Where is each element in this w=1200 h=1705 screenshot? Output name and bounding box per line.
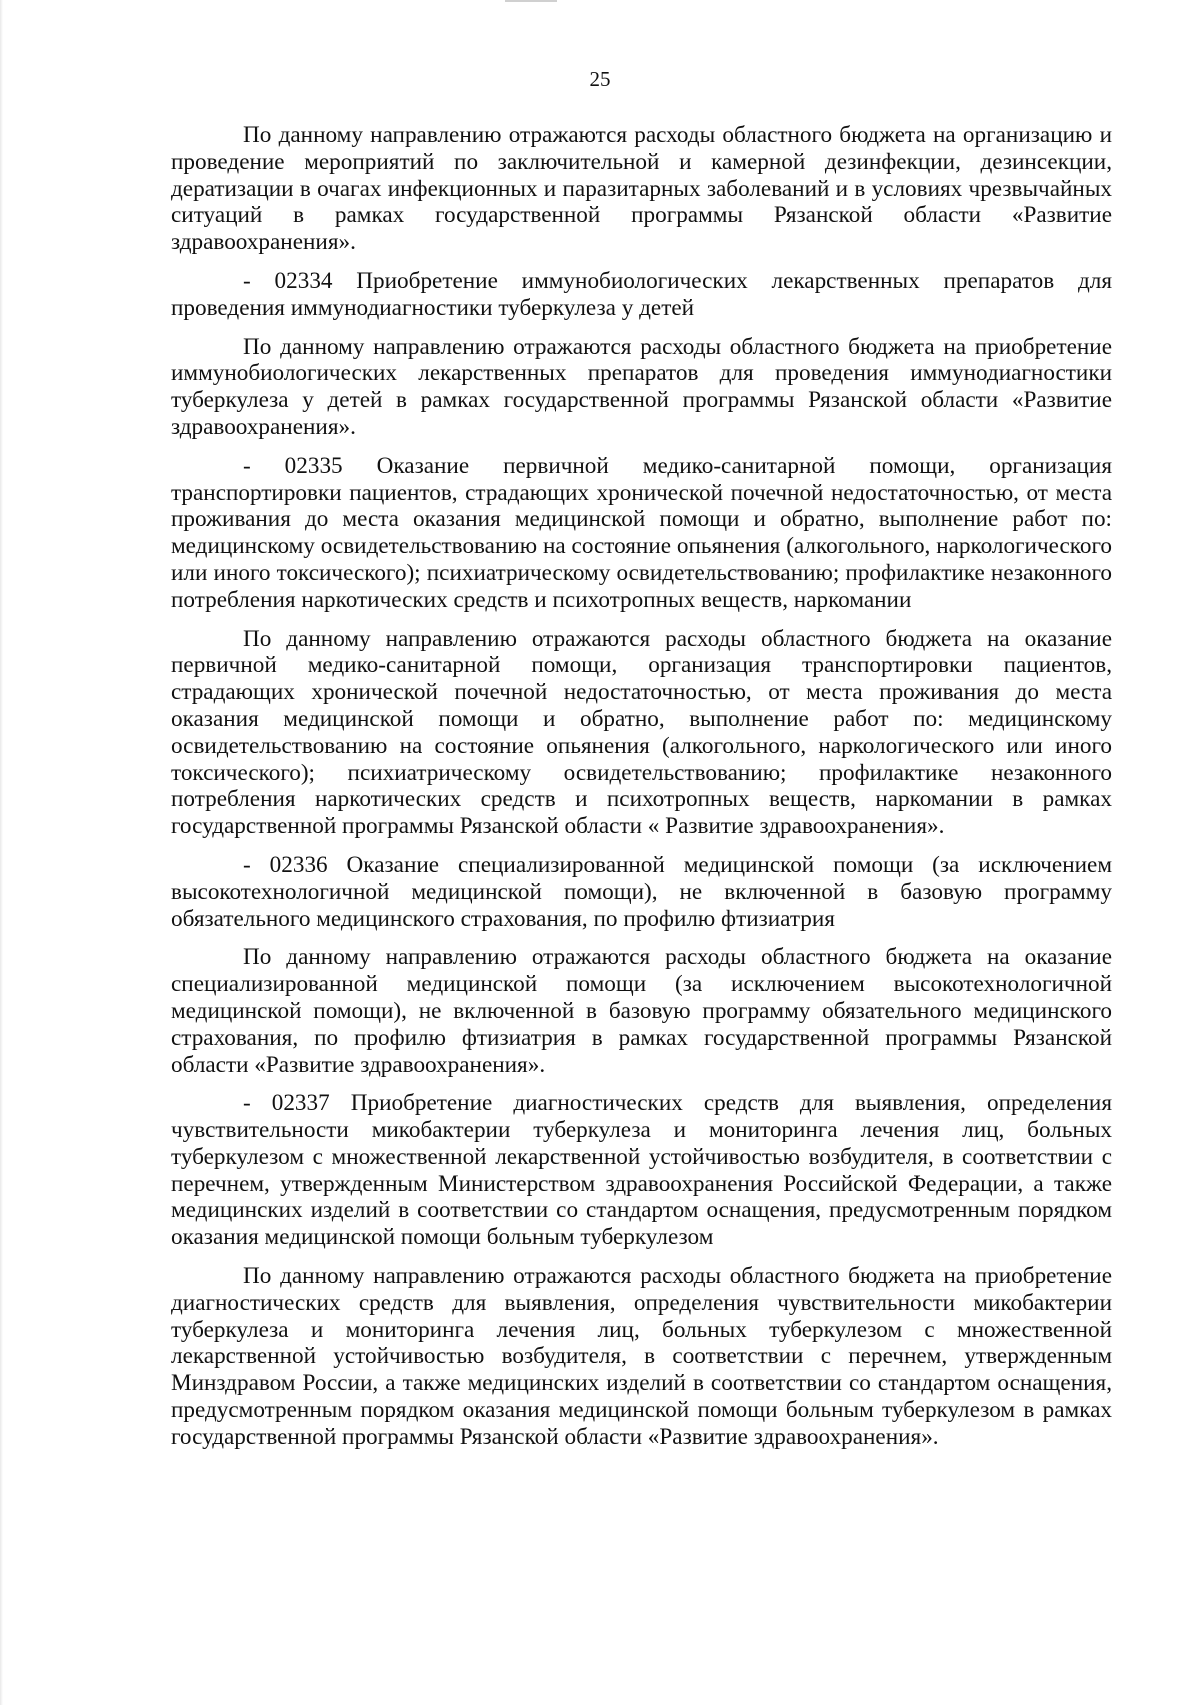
paragraph-body: По данному направлению отражаются расходы областного бюджета на организацию и проведение мероприятий по заключительной и камерной дезинфекции, дезинсекции, дератизации в очагах инфекционных и паразитарных заболеваний и в условиях чрезвычайных ситуаций в рамках государственной программы Рязанской области «Развитие здравоохранения». (171, 122, 1112, 256)
budget-item-02334: - 02334 Приобретение иммунобиологических лекарственных препаратов для проведения иммунодиагностики туберкулеза у детей (171, 267, 1112, 321)
budget-item-02337: - 02337 Приобретение диагностических средств для выявления, определения чувствительности микобактерии туберкулеза и мониторинга лечения лиц, больных туберкулезом с множественной лекарственной устойчивостью возбудителя, в соответствии с перечнем, утвержденным Министерством здравоохранения Российской Федерации, а также медицинских изделий в соответствии со стандартом оснащения, предусмотренным порядком оказания медицинской помощи больным туберкулезом (171, 1090, 1112, 1251)
page-edge (0, 0, 3, 1705)
budget-item-02335: - 02335 Оказание первичной медико-санитарной помощи, организация транспортировки пациентов, страдающих хронической почечной недостаточностью, от места проживания до места оказания медицинской помощи и обратно, выполнение работ по: медицинскому освидетельствованию на состояние опьянения (алкогольного, наркологического или иного токсического); психиатрическому освидетельствованию; профилактике незаконного потребления наркотических средств и психотропных веществ, наркомании (171, 452, 1112, 613)
document-body (171, 122, 1112, 1463)
budget-item-02336: - 02336 Оказание специализированной медицинской помощи (за исключением высокотехнологичной медицинской помощи), не включенной в базовую программу обязательного медицинского страхования, по профилю фтизиатрия (171, 851, 1112, 932)
scan-mark (505, 0, 557, 2)
paragraph-body: По данному направлению отражаются расходы областного бюджета на приобретение иммунобиологических лекарственных препаратов для проведения иммунодиагностики туберкулеза у детей в рамках государственной программы Рязанской области «Развитие здравоохранения». (171, 333, 1112, 440)
paragraph-body: По данному направлению отражаются расходы областного бюджета на оказание первичной медико-санитарной помощи, организация транспортировки пациентов, страдающих хронической почечной недостаточностью, от места проживания до места оказания медицинской помощи и обратно, выполнение работ по: медицинскому освидетельствованию на состояние опьянения (алкогольного, наркологического или иного токсического); психиатрическому освидетельствованию; профилактике незаконного потребления наркотических средств и психотропных веществ, наркомании в рамках государственной программы Рязанской области « Развитие здравоохранения». (171, 625, 1112, 840)
page-number: 25 (589, 67, 611, 91)
paragraph-body: По данному направлению отражаются расходы областного бюджета на приобретение диагностических средств для выявления, определения чувствительности микобактерии туберкулеза и мониторинга лечения лиц, больных туберкулезом с множественной лекарственной устойчивостью возбудителя, в соответствии с перечнем, утвержденным Минздравом России, а также медицинских изделий в соответствии со стандартом оснащения, предусмотренным порядком оказания медицинской помощи больным туберкулезом в рамках государственной программы Рязанской области «Развитие здравоохранения». (171, 1263, 1112, 1450)
paragraph-body: По данному направлению отражаются расходы областного бюджета на оказание специализированной медицинской помощи (за исключением высокотехнологичной медицинской помощи), не включенной в базовую программу обязательного медицинского страхования, по профилю фтизиатрия в рамках государственной программы Рязанской области «Развитие здравоохранения». (171, 944, 1112, 1078)
